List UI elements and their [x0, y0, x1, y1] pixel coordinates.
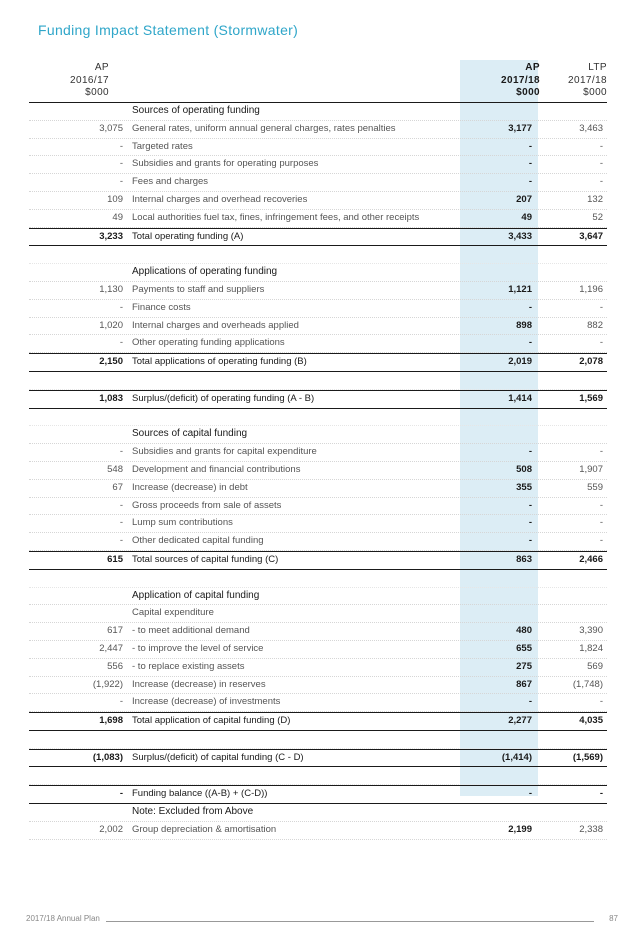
value-ltp-2017-18: -	[599, 158, 603, 170]
value-ltp-2017-18: 3,647	[579, 230, 603, 242]
value-ap-2017-18: 355	[516, 481, 532, 493]
value-ap-2017-18: 49	[521, 211, 532, 223]
value-ltp-2017-18: 882	[587, 319, 603, 331]
value-ap-2016-17: 548	[107, 463, 123, 475]
row-label: Total application of capital funding (D)	[132, 715, 291, 727]
value-ltp-2017-18: 1,907	[579, 463, 603, 475]
value-ap-2017-18: 2,277	[508, 715, 532, 727]
value-ltp-2017-18: -	[599, 140, 603, 152]
section-heading-row	[29, 264, 607, 282]
value-ap-2017-18: -	[528, 158, 532, 170]
spacer-row	[29, 409, 607, 427]
value-ap-2016-17: (1,083)	[92, 751, 123, 763]
row-label: Applications of operating funding	[132, 266, 278, 278]
value-ltp-2017-18: 3,463	[579, 122, 603, 134]
header-label: AP	[525, 62, 540, 73]
value-ltp-2017-18: -	[599, 535, 603, 547]
value-ap-2017-18: 2,019	[508, 356, 532, 368]
value-ltp-2017-18: -	[599, 696, 603, 708]
value-ltp-2017-18: 52	[592, 211, 603, 223]
row-label: Other dedicated capital funding	[132, 535, 264, 547]
row-label: Total operating funding (A)	[132, 230, 244, 242]
total-row	[29, 785, 607, 804]
value-ap-2016-17: 67	[112, 481, 123, 493]
row-label: Development and financial contributions	[132, 463, 301, 475]
section-heading-row	[29, 426, 607, 444]
value-ap-2016-17: 1,130	[99, 283, 123, 295]
row-label: Payments to staff and suppliers	[132, 283, 265, 295]
row-label: Subsidies and grants for operating purposes	[132, 158, 319, 170]
row-label: - to improve the level of service	[132, 642, 264, 654]
value-ap-2016-17: -	[119, 788, 123, 800]
value-ap-2017-18: 3,177	[508, 122, 532, 134]
value-ap-2017-18: -	[528, 140, 532, 152]
row-label: Subsidies and grants for capital expenditure	[132, 446, 317, 458]
row-label: Increase (decrease) of investments	[132, 696, 281, 708]
value-ap-2017-18: -	[528, 517, 532, 529]
table-row	[29, 300, 607, 318]
table-row	[29, 192, 607, 210]
header-unit: $000	[85, 87, 109, 98]
funding-impact-table	[29, 60, 607, 840]
footer-rule	[106, 921, 594, 922]
value-ap-2017-18: 207	[516, 193, 532, 205]
header-year: 2017/18	[501, 74, 540, 86]
value-ap-2016-17: 1,083	[99, 392, 123, 404]
row-label: Funding balance ((A-B) + (C-D))	[132, 788, 268, 800]
value-ap-2016-17: -	[119, 696, 123, 708]
value-ltp-2017-18: 559	[587, 481, 603, 493]
value-ap-2017-18: -	[528, 535, 532, 547]
value-ltp-2017-18: 2,466	[579, 553, 603, 565]
value-ap-2016-17: 617	[107, 625, 123, 637]
row-label: Sources of operating funding	[132, 105, 260, 116]
section-heading-row	[29, 804, 607, 822]
value-ap-2017-18: 275	[516, 660, 532, 672]
value-ap-2016-17: 109	[107, 193, 123, 205]
value-ap-2016-17: 1,020	[99, 319, 123, 331]
value-ap-2016-17: 2,447	[99, 642, 123, 654]
value-ap-2017-18: -	[528, 301, 532, 313]
value-ap-2017-18: -	[528, 788, 532, 800]
value-ltp-2017-18: 1,824	[579, 642, 603, 654]
total-row	[29, 228, 607, 247]
value-ltp-2017-18: 1,569	[579, 392, 603, 404]
value-ap-2016-17: 3,075	[99, 122, 123, 134]
value-ap-2016-17: -	[119, 499, 123, 511]
value-ltp-2017-18: -	[599, 517, 603, 529]
row-label: Group depreciation & amortisation	[132, 823, 277, 835]
row-label: Fees and charges	[132, 176, 209, 188]
table-row	[29, 677, 607, 695]
value-ap-2016-17: 49	[112, 211, 123, 223]
table-row	[29, 515, 607, 533]
table-row	[29, 659, 607, 677]
table-row	[29, 623, 607, 641]
row-label: Increase (decrease) in debt	[132, 481, 248, 493]
table-row	[29, 210, 607, 228]
table-row	[29, 335, 607, 353]
total-row	[29, 390, 607, 409]
value-ltp-2017-18: -	[599, 788, 603, 800]
row-label: Gross proceeds from sale of assets	[132, 499, 282, 511]
value-ltp-2017-18: -	[599, 446, 603, 458]
value-ltp-2017-18: 4,035	[579, 715, 603, 727]
value-ap-2017-18: 655	[516, 642, 532, 654]
table-row	[29, 318, 607, 336]
spacer-row	[29, 246, 607, 264]
row-label: - to replace existing assets	[132, 660, 245, 672]
row-label: - to meet additional demand	[132, 625, 250, 637]
value-ap-2017-18: -	[528, 337, 532, 349]
row-label: Local authorities fuel tax, fines, infringement fees, and other receipts	[132, 211, 420, 223]
table-row	[29, 156, 607, 174]
value-ap-2016-17: 615	[107, 553, 123, 565]
value-ap-2016-17: -	[119, 140, 123, 152]
value-ltp-2017-18: 1,196	[579, 283, 603, 295]
value-ap-2016-17: -	[119, 158, 123, 170]
table-header	[29, 60, 607, 103]
value-ap-2017-18: -	[528, 499, 532, 511]
table-row	[29, 462, 607, 480]
table-row	[29, 694, 607, 712]
value-ap-2016-17: -	[119, 301, 123, 313]
row-label: General rates, uniform annual general charges, rates penalties	[132, 122, 396, 134]
value-ap-2017-18: -	[528, 176, 532, 188]
table-row	[29, 822, 607, 840]
value-ap-2016-17: 556	[107, 660, 123, 672]
value-ltp-2017-18: 569	[587, 660, 603, 672]
total-row	[29, 353, 607, 372]
table-row	[29, 282, 607, 300]
value-ap-2016-17: -	[119, 176, 123, 188]
header-ap-2016-17	[29, 62, 109, 100]
total-row	[29, 749, 607, 768]
page-number: 87	[609, 914, 618, 923]
table-row	[29, 444, 607, 462]
row-label: Sources of capital funding	[132, 428, 248, 440]
footer-doc-title: 2017/18 Annual Plan	[26, 914, 100, 923]
value-ap-2017-18: 2,199	[508, 823, 532, 835]
table-row	[29, 174, 607, 192]
value-ap-2017-18: 1,414	[508, 392, 532, 404]
value-ltp-2017-18: 2,078	[579, 356, 603, 368]
value-ltp-2017-18: 3,390	[579, 625, 603, 637]
value-ltp-2017-18: -	[599, 337, 603, 349]
row-label: Finance costs	[132, 301, 191, 313]
value-ltp-2017-18: (1,569)	[572, 751, 603, 763]
value-ap-2016-17: -	[119, 337, 123, 349]
value-ap-2016-17: -	[119, 517, 123, 529]
value-ltp-2017-18: 2,338	[579, 823, 603, 835]
value-ap-2017-18: (1,414)	[501, 751, 532, 763]
value-ltp-2017-18: 132	[587, 193, 603, 205]
value-ap-2016-17: 1,698	[99, 715, 123, 727]
value-ap-2017-18: 480	[516, 625, 532, 637]
header-year: 2016/17	[70, 74, 109, 86]
value-ap-2016-17: 3,233	[99, 230, 123, 242]
table-row	[29, 498, 607, 516]
value-ltp-2017-18: (1,748)	[572, 678, 603, 690]
section-heading-row	[29, 103, 607, 121]
header-unit: $000	[583, 87, 607, 98]
spacer-row	[29, 570, 607, 588]
value-ap-2017-18: 867	[516, 678, 532, 690]
value-ap-2016-17: (1,922)	[92, 678, 123, 690]
value-ltp-2017-18: -	[599, 176, 603, 188]
value-ap-2016-17: 2,150	[99, 356, 123, 368]
total-row	[29, 712, 607, 731]
value-ltp-2017-18: -	[599, 301, 603, 313]
value-ap-2017-18: 3,433	[508, 230, 532, 242]
row-label: Increase (decrease) in reserves	[132, 678, 266, 690]
total-row	[29, 551, 607, 570]
row-label: Internal charges and overheads applied	[132, 319, 299, 331]
value-ap-2016-17: 2,002	[99, 823, 123, 835]
row-label: Other operating funding applications	[132, 337, 285, 349]
row-label: Targeted rates	[132, 140, 193, 152]
row-label: Surplus/(deficit) of capital funding (C - D)	[132, 751, 304, 763]
row-label: Internal charges and overhead recoveries	[132, 193, 308, 205]
header-year: 2017/18	[568, 74, 607, 86]
value-ap-2016-17: -	[119, 446, 123, 458]
page-footer	[26, 914, 618, 928]
row-label: Application of capital funding	[132, 589, 260, 601]
page-title: Funding Impact Statement (Stormwater)	[38, 22, 299, 38]
value-ap-2017-18: 1,121	[508, 283, 532, 295]
spacer-row	[29, 767, 607, 785]
table-row	[29, 641, 607, 659]
value-ap-2017-18: -	[528, 696, 532, 708]
header-label: LTP	[588, 62, 607, 73]
header-ltp-2017-18	[527, 62, 607, 100]
row-label: Total applications of operating funding (B)	[132, 356, 307, 368]
table-row	[29, 121, 607, 139]
value-ltp-2017-18: -	[599, 499, 603, 511]
row-label: Surplus/(deficit) of operating funding (A - B)	[132, 392, 315, 404]
section-heading-row	[29, 588, 607, 606]
spacer-row	[29, 731, 607, 749]
header-label: AP	[94, 62, 109, 73]
table-row	[29, 605, 607, 623]
row-label: Total sources of capital funding (C)	[132, 553, 279, 565]
value-ap-2017-18: -	[528, 446, 532, 458]
table-row	[29, 480, 607, 498]
spacer-row	[29, 372, 607, 390]
value-ap-2017-18: 863	[516, 553, 532, 565]
table-row	[29, 139, 607, 157]
value-ap-2017-18: 508	[516, 463, 532, 475]
value-ap-2016-17: -	[119, 535, 123, 547]
table-row	[29, 533, 607, 551]
header-unit: $000	[516, 87, 540, 98]
row-label: Note: Excluded from Above	[132, 806, 254, 818]
table-body	[29, 103, 607, 840]
row-label: Capital expenditure	[132, 607, 214, 619]
value-ap-2017-18: 898	[516, 319, 532, 331]
row-label: Lump sum contributions	[132, 517, 233, 529]
